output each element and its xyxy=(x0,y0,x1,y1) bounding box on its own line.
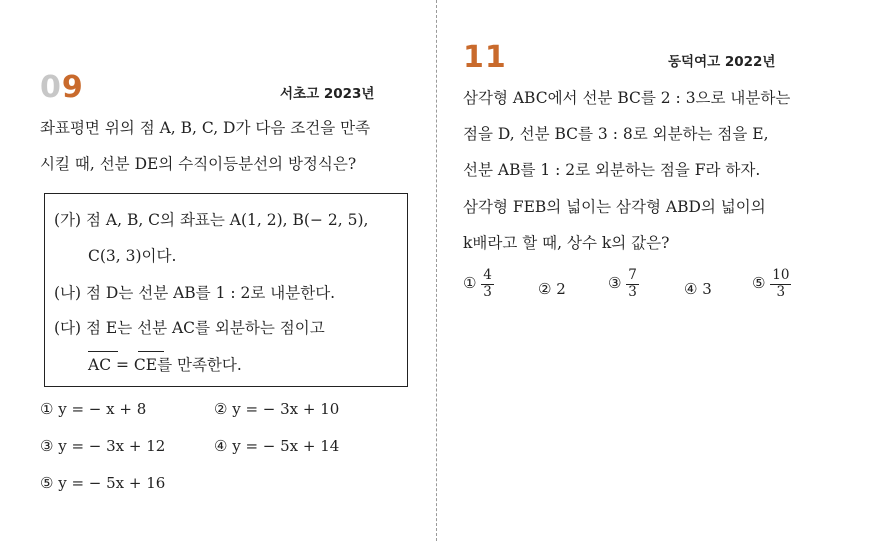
answer-choice-4[interactable] xyxy=(684,280,712,298)
overline-ce xyxy=(138,351,164,352)
condition-line: (나) 점 D는 선분 AB를 1 : 2로 내분한다. xyxy=(54,284,336,302)
question-number-11 xyxy=(463,40,507,75)
answer-choice-2[interactable]: ② y = − 3x + 10 xyxy=(214,400,340,418)
numerator: 7 xyxy=(628,267,637,283)
question-source-09: 서초고 2023년 xyxy=(280,86,375,102)
choice-value: 3 xyxy=(702,280,712,298)
answer-choice-5[interactable] xyxy=(752,268,791,300)
fraction xyxy=(770,268,791,300)
answer-choice-3[interactable] xyxy=(608,268,639,300)
question-number-suffix: 9 xyxy=(61,70,84,105)
condition-line: AC = CE를 만족한다. xyxy=(88,356,242,374)
choice-mark: ⑤ xyxy=(752,274,766,293)
choice-mark: ① xyxy=(463,274,477,293)
condition-line: (다) 점 E는 선분 AC를 외분하는 점이고 xyxy=(54,319,325,337)
answer-choice-4[interactable]: ④ y = − 5x + 14 xyxy=(214,437,340,455)
answer-choice-2[interactable] xyxy=(538,280,566,298)
answer-choice-1[interactable]: ① y = − x + 8 xyxy=(40,400,147,418)
question-text-line: 선분 AB를 1 : 2로 외분하는 점을 F라 하자. xyxy=(463,161,761,179)
denominator: 3 xyxy=(776,283,786,300)
overline-ac xyxy=(88,351,118,352)
denominator: 3 xyxy=(483,283,492,300)
choice-mark: ③ xyxy=(608,274,622,293)
answer-choice-5[interactable]: ⑤ y = − 5x + 16 xyxy=(40,474,166,492)
question-number-09 xyxy=(40,70,84,105)
condition-line: C(3, 3)이다. xyxy=(88,247,177,265)
answer-choice-3[interactable]: ③ y = − 3x + 12 xyxy=(40,437,166,455)
question-text-line: 삼각형 ABC에서 선분 BC를 2 : 3으로 내분하는 xyxy=(463,89,791,107)
fraction xyxy=(481,268,494,300)
choice-value: 2 xyxy=(556,280,566,298)
question-text-line: 시킬 때, 선분 DE의 수직이등분선의 방정식은? xyxy=(40,155,357,173)
condition-line: (가) 점 A, B, C의 좌표는 A(1, 2), B(− 2, 5), xyxy=(54,211,369,229)
numerator: 10 xyxy=(772,267,790,283)
question-text-line: 좌표평면 위의 점 A, B, C, D가 다음 조건을 만족 xyxy=(40,119,371,137)
fraction xyxy=(626,268,639,300)
question-text-line: 점을 D, 선분 BC를 3 : 8로 외분하는 점을 E, xyxy=(463,125,769,143)
column-divider xyxy=(436,0,437,541)
choice-mark: ④ xyxy=(684,280,698,298)
question-number-prefix: 0 xyxy=(40,70,62,105)
answer-choice-1[interactable] xyxy=(463,268,494,300)
question-text-line: k배라고 할 때, 상수 k의 값은? xyxy=(463,234,670,252)
question-number-value: 11 xyxy=(463,40,507,75)
denominator: 3 xyxy=(628,283,637,300)
question-text-line: 삼각형 FEB의 넓이는 삼각형 ABD의 넓이의 xyxy=(463,198,766,216)
choice-mark: ② xyxy=(538,280,552,298)
question-source-11: 동덕여고 2022년 xyxy=(668,54,776,70)
numerator: 4 xyxy=(483,267,492,283)
